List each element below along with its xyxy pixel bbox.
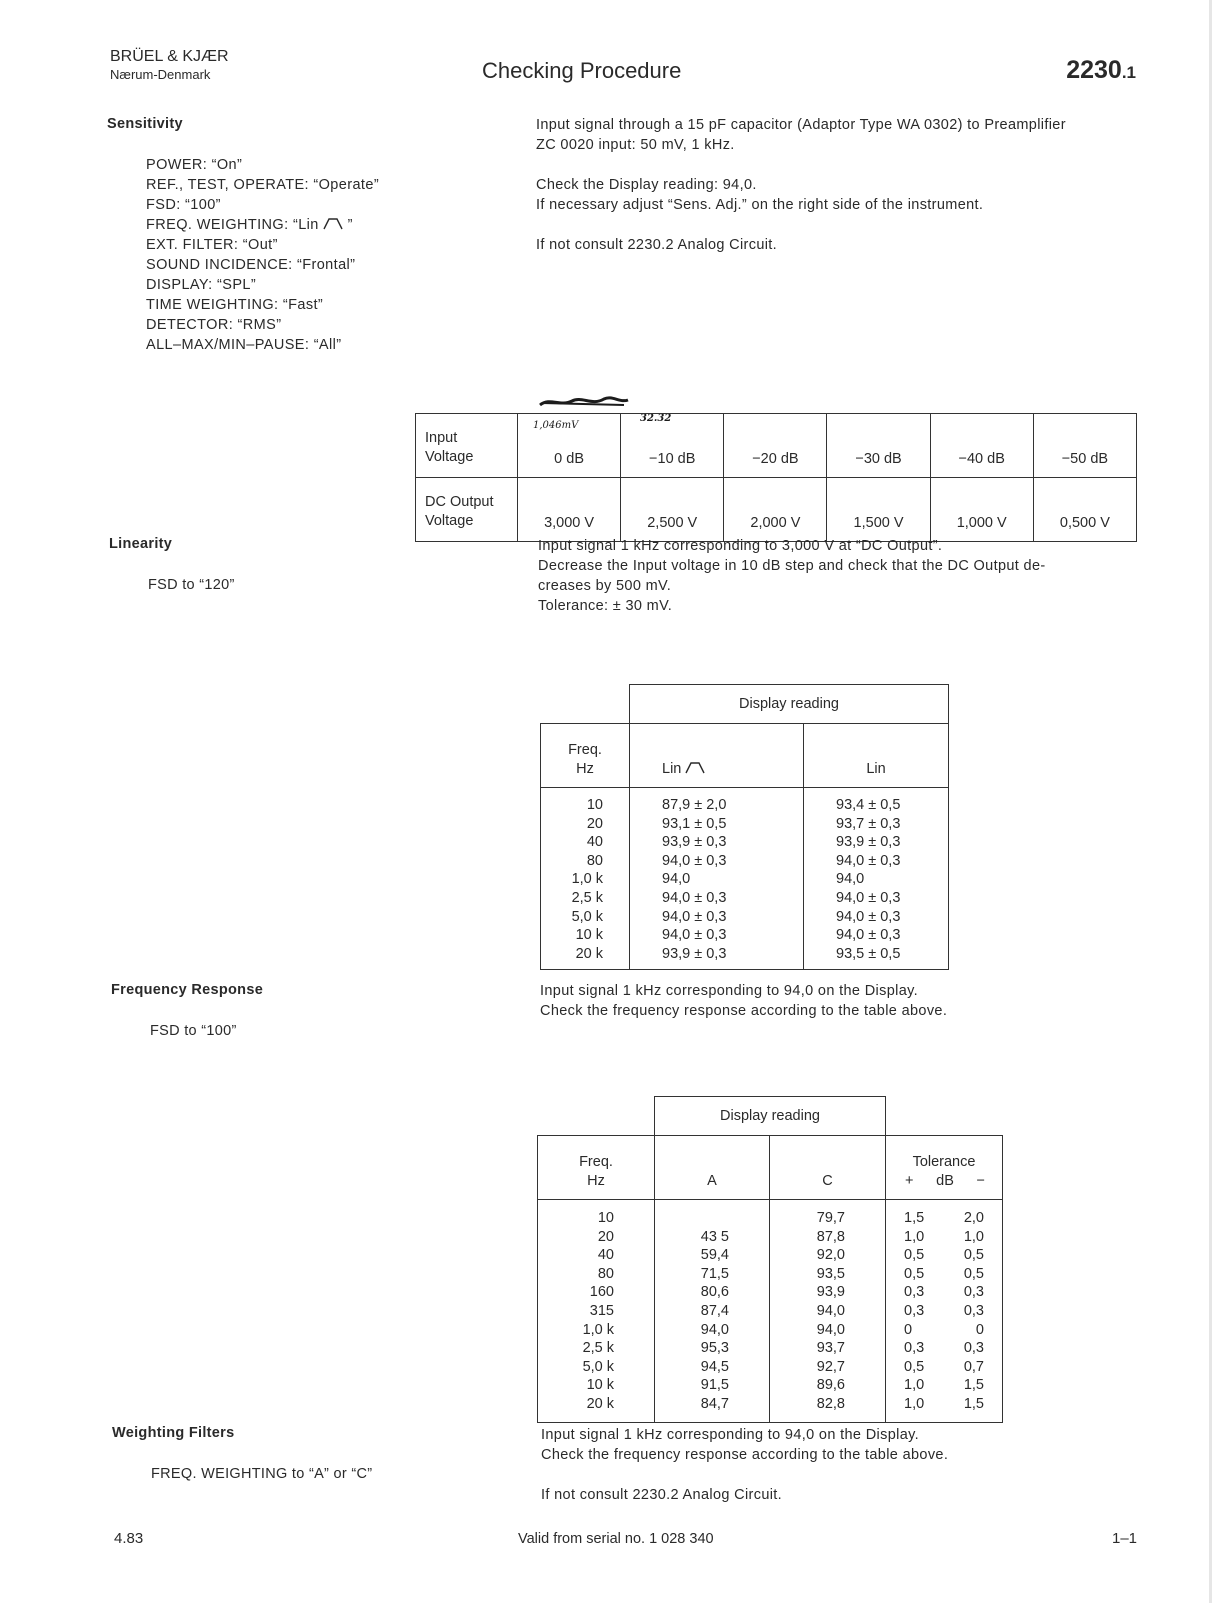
weighting-filters-table	[537, 1096, 1003, 1423]
lin-peak-symbol-icon	[685, 761, 705, 774]
table-value: 20 k	[575, 945, 603, 962]
table-cell: 2,000 V	[724, 478, 827, 542]
tol-minus: 0,5	[963, 1247, 984, 1264]
instruction-line: If not consult 2230.2 Analog Circuit.	[541, 1487, 783, 1503]
label-line: DC Output	[425, 494, 494, 510]
table-value: 93,5 ± 0,5	[836, 945, 901, 962]
data-row	[541, 788, 949, 970]
table-value: 94,0 ± 0,3	[836, 852, 901, 869]
table-value: 79,7	[816, 1210, 845, 1226]
table-value: 1,0 k	[582, 1321, 614, 1338]
instruction-line: If necessary adjust “Sens. Adj.” on the right side of the instrument.	[536, 197, 984, 213]
table-value: 84,7	[700, 1395, 729, 1412]
a-column	[655, 1200, 770, 1423]
tolerance-row	[904, 1209, 984, 1228]
brand-location: Nærum-Denmark	[110, 67, 211, 82]
table-cell: −20 dB	[724, 414, 827, 478]
tol-plus: 0,5	[904, 1247, 925, 1264]
sensitivity-settings	[146, 155, 379, 355]
tolerance-row	[904, 1283, 984, 1302]
table-value: 94,0	[662, 871, 691, 888]
instruction-line: ZC 0020 input: 50 mV, 1 kHz.	[536, 137, 735, 153]
table-value: 87,8	[816, 1228, 845, 1245]
tol-plus: 1,0	[904, 1228, 925, 1245]
weighting-filters-instructions	[541, 1425, 948, 1505]
handwritten-note-2: 32.32	[640, 413, 672, 424]
setting-line: REF., TEST, OPERATE: “Operate”	[146, 177, 380, 193]
c-header: C	[770, 1136, 886, 1200]
display-reading-header: Display reading	[630, 685, 949, 724]
table-value: 94,0 ± 0,3	[662, 889, 727, 906]
scan-edge-line	[1209, 0, 1212, 1603]
tol-minus: 0,3	[963, 1284, 984, 1301]
tolerance-row	[904, 1302, 984, 1321]
table-value: 94,0	[836, 871, 865, 888]
table-value: 87,9 ± 2,0	[662, 797, 727, 813]
setting-line-weighting	[146, 215, 379, 235]
instruction-line: Input signal 1 kHz corresponding to 94,0 on the Display.	[541, 1427, 920, 1443]
setting-line: DISPLAY: “SPL”	[146, 277, 257, 293]
setting-line: FSD: “100”	[146, 197, 221, 213]
table-value: 20 k	[586, 1395, 614, 1412]
blank-cell	[541, 685, 630, 724]
table-value: 93,9	[816, 1284, 845, 1301]
document-number	[1066, 56, 1136, 85]
table-value: 94,0	[816, 1302, 845, 1319]
tolerance-title: Tolerance	[912, 1154, 976, 1170]
frequency-column	[538, 1200, 655, 1423]
table-value: 10 k	[575, 927, 603, 944]
table-value: 92,0	[816, 1247, 845, 1264]
table-cell: −40 dB	[930, 414, 1033, 478]
table-value: 93,5	[816, 1265, 845, 1282]
table-cell: 2,500 V	[621, 478, 724, 542]
column-header-row	[541, 724, 949, 788]
tol-plus: 0	[904, 1321, 913, 1338]
lin-peak-symbol-icon	[323, 217, 343, 230]
setting-line: TIME WEIGHTING: “Fast”	[146, 297, 324, 313]
tol-minus: 2,0	[963, 1210, 984, 1226]
linearity-setting: FSD to “120”	[148, 577, 235, 593]
table-value: 2,5 k	[582, 1340, 614, 1357]
table-cell: 0 dB	[518, 414, 621, 478]
table-value: 315	[589, 1302, 614, 1319]
setting-line: ALL–MAX/MIN–PAUSE: “All”	[146, 337, 342, 353]
c-column	[770, 1200, 886, 1423]
dc-output-row	[416, 478, 1137, 542]
tol-minus-label: −	[976, 1173, 985, 1189]
instruction-line: Check the Display reading: 94,0.	[536, 177, 757, 193]
table-value: 80	[586, 852, 603, 869]
tol-plus-label: +	[905, 1173, 914, 1189]
freq-header	[541, 724, 630, 788]
label-line: Voltage	[425, 513, 474, 529]
tolerance-row	[904, 1395, 984, 1414]
instruction-line: If not consult 2230.2 Analog Circuit.	[536, 237, 778, 253]
input-voltage-label	[416, 414, 518, 478]
table-value: 94,5	[700, 1358, 729, 1375]
header-line: Hz	[587, 1173, 605, 1189]
tol-plus: 1,0	[904, 1395, 925, 1412]
table-value: 93,7 ± 0,3	[836, 815, 901, 832]
table-value: 93,1 ± 0,5	[662, 815, 727, 832]
input-voltage-row	[416, 414, 1137, 478]
table-cell: 0,500 V	[1033, 478, 1136, 542]
tol-minus: 1,0	[963, 1228, 984, 1245]
table-value: 93,9 ± 0,3	[836, 834, 901, 851]
lin-peak-header	[630, 724, 804, 788]
table-value: 5,0 k	[582, 1358, 614, 1375]
tolerance-row	[904, 1246, 984, 1265]
blank-cell	[886, 1097, 1003, 1136]
frequency-response-table	[540, 684, 949, 970]
brand-name: BRÜEL & KJÆR	[110, 48, 229, 65]
instruction-line: Input signal 1 kHz corresponding to 94,0 on the Display.	[540, 983, 919, 999]
table-value: 20	[597, 1228, 614, 1245]
instruction-line: Input signal through a 15 pF capacitor (Adaptor Type WA 0302) to Preamplifier	[536, 117, 1066, 133]
linearity-table	[415, 413, 1137, 542]
a-header: A	[655, 1136, 770, 1200]
table-value: 94,0 ± 0,3	[836, 908, 901, 925]
tol-plus: 0,5	[904, 1358, 925, 1375]
table-cell: 1,000 V	[930, 478, 1033, 542]
setting-line: DETECTOR: “RMS”	[146, 317, 282, 333]
instruction-line: Check the frequency response according to the table above.	[541, 1447, 949, 1463]
tolerance-subheader	[887, 1172, 1001, 1191]
table-value: 93,7	[816, 1340, 845, 1357]
data-row	[538, 1200, 1003, 1423]
footer-date: 4.83	[114, 1530, 144, 1547]
instruction-line: Check the frequency response according to the table above.	[540, 1003, 948, 1019]
table-value: 94,0 ± 0,3	[662, 908, 727, 925]
footer-page-number: 1–1	[1112, 1530, 1138, 1547]
instruction-line: Decrease the Input voltage in 10 dB step and check that the DC Output de-	[538, 558, 1046, 574]
tolerance-row	[904, 1339, 984, 1358]
sensitivity-heading: Sensitivity	[107, 116, 183, 132]
table-value: 94,0	[700, 1321, 729, 1338]
table-value: 94,0 ± 0,3	[662, 927, 727, 944]
footer-validity: Valid from serial no. 1 028 340	[518, 1531, 714, 1547]
tol-minus: 0	[975, 1321, 984, 1338]
tolerance-header	[886, 1136, 1003, 1200]
dc-output-label	[416, 478, 518, 542]
table-value: 91,5	[700, 1377, 729, 1394]
document-number-main: 2230	[1066, 56, 1122, 84]
table-value: 95,3	[700, 1340, 729, 1357]
frequency-response-instructions	[540, 981, 947, 1021]
tol-plus: 0,3	[904, 1284, 925, 1301]
page-title: Checking Procedure	[482, 58, 682, 83]
tolerance-row	[904, 1358, 984, 1377]
linearity-heading: Linearity	[109, 536, 173, 552]
label-line: Voltage	[425, 449, 474, 465]
table-value: 40	[586, 834, 603, 851]
table-value: 93,9 ± 0,3	[662, 945, 727, 962]
tolerance-row	[904, 1265, 984, 1284]
table-value: 94,0	[816, 1321, 845, 1338]
blank-cell	[538, 1097, 655, 1136]
table-value: 59,4	[700, 1247, 729, 1264]
freq-header	[538, 1136, 655, 1200]
table-cell: −30 dB	[827, 414, 930, 478]
table-value: 94,0 ± 0,3	[836, 927, 901, 944]
table-value: 87,4	[700, 1302, 729, 1319]
table-cell: −50 dB	[1033, 414, 1136, 478]
tol-minus: 1,5	[963, 1377, 984, 1394]
tolerance-row	[904, 1376, 984, 1395]
tol-unit-label: dB	[936, 1173, 954, 1189]
sensitivity-instructions	[536, 115, 1066, 255]
display-reading-header: Display reading	[655, 1097, 886, 1136]
brand-block	[110, 48, 229, 84]
table-value: 10	[586, 797, 603, 813]
table-value: 1,0 k	[571, 871, 603, 888]
tolerance-column	[886, 1200, 1003, 1423]
label-line: Input	[425, 430, 458, 446]
table-value: 94,0 ± 0,3	[836, 889, 901, 906]
setting-line: POWER: “On”	[146, 157, 243, 173]
tol-plus: 1,5	[904, 1210, 925, 1226]
table-value: 20	[586, 815, 603, 832]
table-value: 2,5 k	[571, 889, 603, 906]
weighting-filters-heading: Weighting Filters	[112, 1425, 235, 1441]
setting-line: SOUND INCIDENCE: “Frontal”	[146, 257, 356, 273]
document-number-suffix: .1	[1121, 63, 1136, 82]
frequency-response-setting: FSD to “100”	[150, 1023, 237, 1039]
header-line: Hz	[576, 761, 594, 777]
tol-plus: 0,3	[904, 1340, 925, 1357]
table-value: 71,5	[700, 1265, 729, 1282]
instruction-line: creases by 500 mV.	[538, 578, 672, 594]
table-value: 10	[597, 1210, 614, 1226]
instruction-line: Tolerance: ± 30 mV.	[538, 598, 673, 614]
lin-header: Lin	[804, 724, 949, 788]
lin-column	[804, 788, 949, 970]
table-value	[656, 1209, 729, 1228]
table-value: 80,6	[700, 1284, 729, 1301]
setting-weighting-close: ”	[343, 217, 353, 233]
handwritten-note-1: 1,046mV	[533, 420, 579, 431]
header-line: Freq.	[568, 742, 602, 758]
lin-peak-label: Lin	[662, 761, 682, 777]
setting-line: EXT. FILTER: “Out”	[146, 237, 278, 253]
table-value: 89,6	[816, 1377, 845, 1394]
header-line: Freq.	[579, 1154, 613, 1170]
tol-minus: 0,7	[963, 1358, 984, 1375]
group-header-row	[538, 1097, 1003, 1136]
table-cell: 1,500 V	[827, 478, 930, 542]
table-value: 5,0 k	[571, 908, 603, 925]
lin-peak-column	[630, 788, 804, 970]
column-header-row	[538, 1136, 1003, 1200]
table-value: 92,7	[816, 1358, 845, 1375]
table-value: 160	[589, 1284, 614, 1301]
group-header-row	[541, 685, 949, 724]
table-value: 40	[597, 1247, 614, 1264]
tol-minus: 0,3	[963, 1302, 984, 1319]
table-value: 93,4 ± 0,5	[836, 797, 901, 813]
tol-plus: 0,5	[904, 1265, 925, 1282]
scribble-mark	[538, 393, 630, 411]
tol-plus: 0,3	[904, 1302, 925, 1319]
frequency-response-heading: Frequency Response	[111, 982, 264, 998]
setting-weighting-text: FREQ. WEIGHTING: “Lin	[146, 217, 319, 233]
tol-minus: 1,5	[963, 1395, 984, 1412]
table-value: 82,8	[816, 1395, 845, 1412]
tolerance-row	[904, 1228, 984, 1247]
instruction-line: Input signal 1 kHz corresponding to 3,000 V at “DC Output”.	[538, 538, 943, 554]
table-cell: −10 dB	[621, 414, 724, 478]
table-value: 43 5	[700, 1228, 729, 1245]
tol-minus: 0,3	[963, 1340, 984, 1357]
table-value: 94,0 ± 0,3	[662, 852, 727, 869]
table-value: 80	[597, 1265, 614, 1282]
table-value: 93,9 ± 0,3	[662, 834, 727, 851]
tol-minus: 0,5	[963, 1265, 984, 1282]
frequency-column	[541, 788, 630, 970]
table-cell: 3,000 V	[518, 478, 621, 542]
table-value: 10 k	[586, 1377, 614, 1394]
tolerance-row	[904, 1321, 984, 1340]
tol-plus: 1,0	[904, 1377, 925, 1394]
linearity-instructions	[538, 536, 1134, 616]
weighting-filters-setting: FREQ. WEIGHTING to “A” or “C”	[151, 1466, 373, 1482]
